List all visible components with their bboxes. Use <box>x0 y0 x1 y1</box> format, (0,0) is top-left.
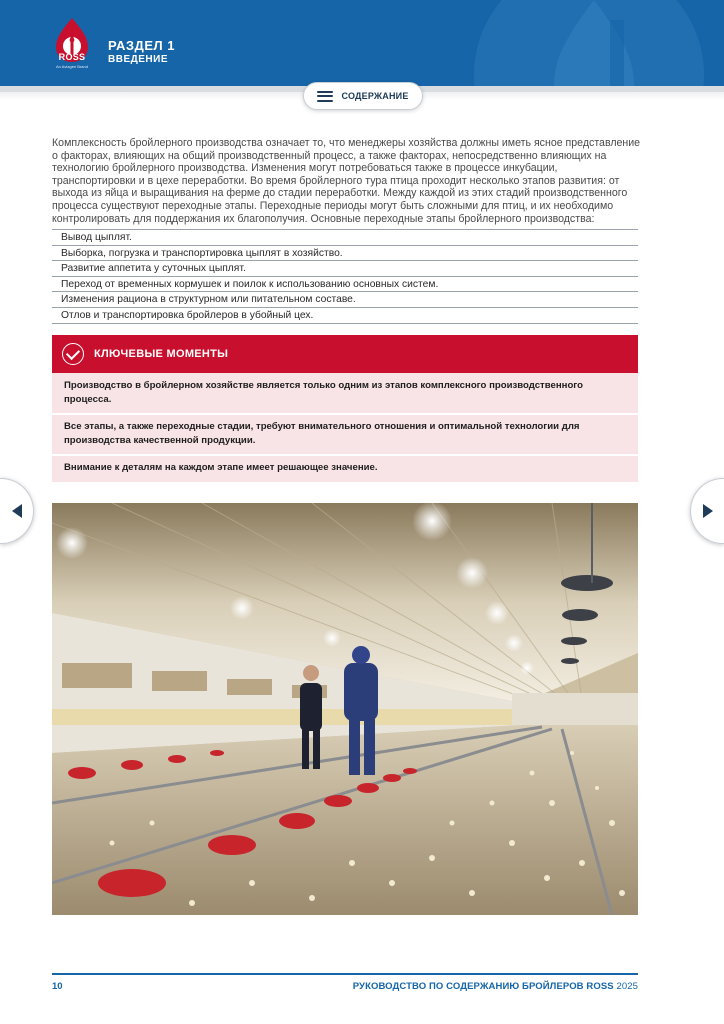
key-points-box <box>52 335 638 482</box>
list-item: Развитие аппетита у суточных цыплят. <box>52 261 638 277</box>
section-subtitle: ВВЕДЕНИЕ <box>108 54 168 65</box>
footer-title-year: 2025 <box>616 981 638 992</box>
transition-stages-list <box>52 229 638 324</box>
next-page-button[interactable] <box>690 478 724 544</box>
list-item: Отлов и транспортировка бройлеров в убойный цех. <box>52 308 638 324</box>
contents-label: СОДЕРЖАНИЕ <box>341 91 409 101</box>
arrow-left-icon <box>12 504 22 518</box>
intro-paragraph: Комплексность бройлерного производства означает то, что менеджеры хозяйства должны иметь ясное представление о факторах, влияющих на общий производственный процесс, а также факторах, непосредственно влияющих на технологию бройлерного производства. Изменения могут потребоваться также в процессе инкубации, транспортировки и в цехе переработки. Во время бройлерного тура птица проходит несколько этапов развития: от выхода из яйца и выращивания на ферме до стадии переработки. Между каждой из этих стадий производственного процесса существуют переходные этапы. Переходные периоды могут быть сложными для птиц, и их необходимо контролировать для поддержания их благополучия. Основные переходные этапы бройлерного производства: <box>52 137 641 225</box>
footer-divider <box>52 973 638 975</box>
list-item: Переход от временных кормушек и поилок к использованию основных систем. <box>52 277 638 293</box>
list-item: Выборка, погрузка и транспортировка цыплят в хозяйство. <box>52 246 638 262</box>
previous-page-button[interactable] <box>0 478 34 544</box>
check-circle-icon <box>62 343 84 365</box>
broiler-house-photo <box>52 503 638 915</box>
list-item: Вывод цыплят. <box>52 230 638 246</box>
menu-icon <box>317 91 333 102</box>
footer-title-main: РУКОВОДСТВО ПО СОДЕРЖАНИЮ БРОЙЛЕРОВ ROSS <box>352 981 617 992</box>
key-points-header <box>52 335 638 373</box>
list-item: Изменения рациона в структурном или питательном составе. <box>52 292 638 308</box>
header-droplet-watermark <box>524 0 664 86</box>
key-point-item: Все этапы, а также переходные стадии, требуют внимательного отношения и оптимальной технологии для производства качественной продукции. <box>52 413 638 454</box>
key-point-item: Внимание к деталям на каждом этапе имеет решающее значение. <box>52 454 638 482</box>
section-title: РАЗДЕЛ 1 <box>108 38 175 53</box>
brand-name: ROSS <box>58 52 86 62</box>
contents-button[interactable] <box>303 82 423 110</box>
arrow-right-icon <box>703 504 713 518</box>
brand-subtitle: An Aviagen Brand <box>56 64 88 69</box>
footer-document-title <box>353 981 638 992</box>
page-number: 10 <box>52 981 63 992</box>
key-points-title: КЛЮЧЕВЫЕ МОМЕНТЫ <box>94 348 229 360</box>
key-point-item: Производство в бройлерном хозяйстве является только одним из этапов комплексного производственного процесса. <box>52 373 638 413</box>
